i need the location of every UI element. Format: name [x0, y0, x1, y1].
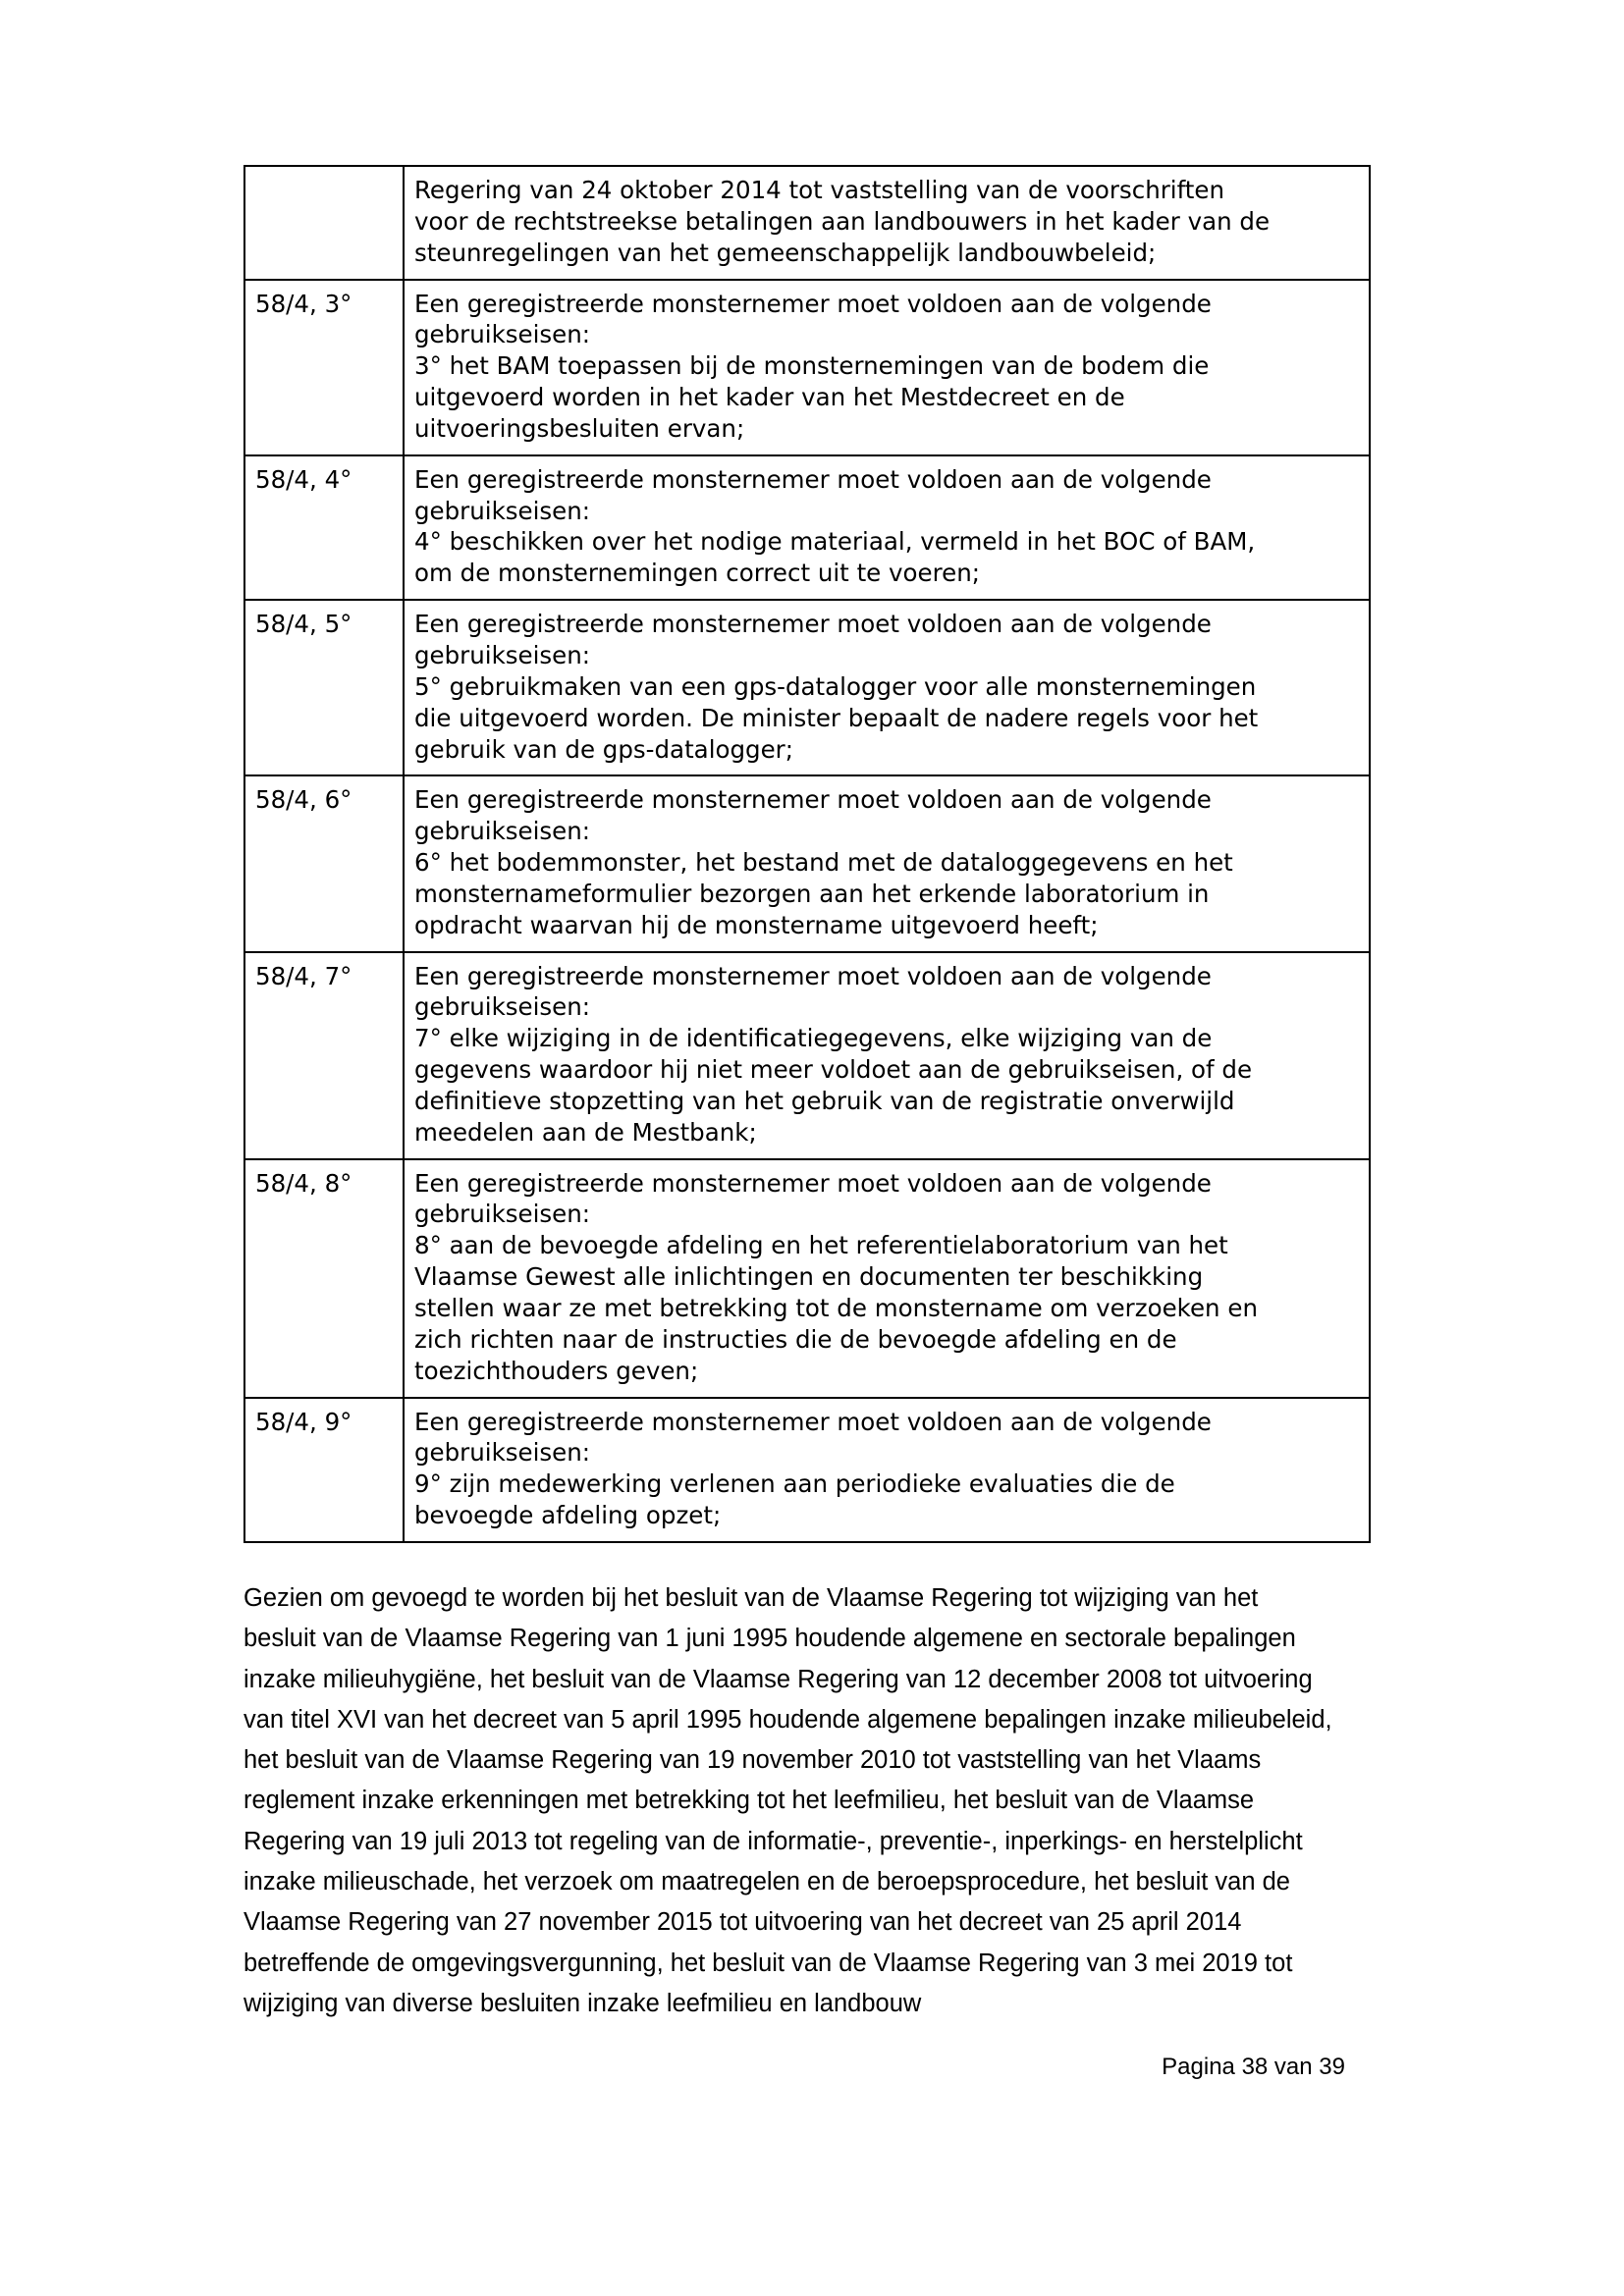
table-row — [244, 1159, 1370, 1398]
row-text-line: gebruikseisen: — [414, 992, 591, 1022]
row-text-line: zich richten naar de instructies die de bevoegde afdeling en de — [414, 1324, 1177, 1354]
row-text — [404, 166, 1370, 280]
row-text-line: Een geregistreerde monsternemer moet voldoen aan de volgende — [414, 610, 1212, 639]
row-text-line: opdracht waarvan hij de monstername uitgevoerd heeft; — [414, 910, 1099, 939]
row-text — [404, 1398, 1370, 1542]
row-text-line: gebruikseisen: — [414, 496, 591, 525]
row-code: 58/4, 3° — [244, 280, 404, 455]
table-row — [244, 952, 1370, 1159]
row-text-line: toezichthouders geven; — [414, 1356, 699, 1385]
row-text — [404, 775, 1370, 951]
table-row — [244, 455, 1370, 600]
row-text — [404, 280, 1370, 455]
row-text-line: Een geregistreerde monsternemer moet voldoen aan de volgende — [414, 1168, 1212, 1198]
row-code: 58/4, 7° — [244, 952, 404, 1159]
row-text-line: gebruik van de gps-datalogger; — [414, 734, 793, 764]
table-row — [244, 280, 1370, 455]
row-text-line: 9° zijn medewerking verlenen aan periodieke evaluaties die de — [414, 1469, 1175, 1499]
row-text — [404, 600, 1370, 775]
row-text-line: gebruikseisen: — [414, 320, 591, 349]
row-text-line: om de monsternemingen correct uit te voeren; — [414, 559, 980, 588]
row-text-line: Een geregistreerde monsternemer moet voldoen aan de volgende — [414, 961, 1212, 990]
row-text-line: bevoegde afdeling opzet; — [414, 1501, 722, 1530]
row-text-line: 5° gebruikmaken van een gps-datalogger voor alle monsternemingen — [414, 671, 1257, 701]
row-text-line: monsternameformulier bezorgen aan het erkende laboratorium in — [414, 879, 1210, 908]
table-row — [244, 600, 1370, 775]
closing-paragraph: Gezien om gevoegd te worden bij het besluit van de Vlaamse Regering tot wijziging van het besluit van de Vlaamse Regering van 1 juni 1995 houdende algemene en sectorale bepalingen inzake milieuhygiëne, het besluit van de Vlaamse Regering van 12 december 2008 tot uitvoering van titel XVI van het decreet van 5 april 1995 houdende algemene bepalingen inzake milieubeleid, het besluit van de Vlaamse Regering van 19 november 2010 tot vaststelling van het Vlaams reglement inzake erkenningen met betrekking tot het leefmilieu, het besluit van de Vlaamse Regering van 19 juli 2013 tot regeling van de informatie-, preventie-, inperkings- en herstelplicht inzake milieuschade, het verzoek om maatregelen en de beroepsprocedure, het besluit van de Vlaamse Regering van 27 november 2015 tot uitvoering van het decreet van 25 april 2014 betreffende de omgevingsvergunning, het besluit van de Vlaamse Regering van 3 mei 2019 tot wijziging van diverse besluiten inzake leefmilieu en landbouw — [244, 1583, 1332, 2017]
row-text-line: Een geregistreerde monsternemer moet voldoen aan de volgende — [414, 289, 1212, 318]
row-text-line: 3° het BAM toepassen bij de monsternemingen van de bodem die — [414, 351, 1210, 381]
row-text — [404, 952, 1370, 1159]
row-text-line: Een geregistreerde monsternemer moet voldoen aan de volgende — [414, 1407, 1212, 1436]
row-text-line: gebruikseisen: — [414, 1200, 591, 1229]
regulation-table — [244, 165, 1371, 1543]
row-text-line: definitieve stopzetting van het gebruik van de registratie onverwijld — [414, 1086, 1235, 1115]
row-text-line: 6° het bodemmonster, het bestand met de dataloggegevens en het — [414, 848, 1233, 878]
row-text-line: Vlaamse Gewest alle inlichtingen en documenten ter beschikking — [414, 1262, 1204, 1292]
table-row — [244, 1398, 1370, 1542]
row-text-line: steunregelingen van het gemeenschappelijk landbouwbeleid; — [414, 238, 1157, 267]
row-text-line: 7° elke wijziging in de identificatiegegevens, elke wijziging van de — [414, 1024, 1213, 1053]
row-text-line: uitgevoerd worden in het kader van het Mestdecreet en de — [414, 383, 1125, 412]
row-text-line: gebruikseisen: — [414, 640, 591, 669]
row-text — [404, 1159, 1370, 1398]
row-code: 58/4, 4° — [244, 455, 404, 600]
row-text-line: die uitgevoerd worden. De minister bepaalt de nadere regels voor het — [414, 703, 1259, 732]
row-text-line: Regering van 24 oktober 2014 tot vaststelling van de voorschriften — [414, 176, 1224, 204]
row-text-line: gebruikseisen: — [414, 1438, 591, 1468]
row-text-line: stellen waar ze met betrekking tot de monstername om verzoeken en — [414, 1294, 1258, 1322]
row-text-line: voor de rechtstreekse betalingen aan landbouwers in het kader van de — [414, 206, 1271, 236]
row-code: 58/4, 8° — [244, 1159, 404, 1398]
table-body — [244, 166, 1370, 1542]
row-code: 58/4, 6° — [244, 775, 404, 951]
row-text-line: gebruikseisen: — [414, 817, 591, 846]
row-text — [404, 455, 1370, 600]
row-code: 58/4, 9° — [244, 1398, 404, 1542]
row-text-line: Een geregistreerde monsternemer moet voldoen aan de volgende — [414, 785, 1212, 815]
row-text-line: gegevens waardoor hij niet meer voldoet aan de gebruikseisen, of de — [414, 1055, 1253, 1085]
page-footer: Pagina 38 van 39 — [1162, 2054, 1345, 2081]
row-text-line: 4° beschikken over het nodige materiaal, vermeld in het BOC of BAM, — [414, 527, 1256, 557]
row-text-line: Een geregistreerde monsternemer moet voldoen aan de volgende — [414, 464, 1212, 494]
row-code — [244, 166, 404, 280]
row-text-line: meedelen aan de Mestbank; — [414, 1117, 757, 1147]
row-code: 58/4, 5° — [244, 600, 404, 775]
table-row — [244, 775, 1370, 951]
table-row — [244, 166, 1370, 280]
row-text-line: uitvoeringsbesluiten ervan; — [414, 413, 745, 443]
row-text-line: 8° aan de bevoegde afdeling en het referentielaboratorium van het — [414, 1231, 1228, 1260]
